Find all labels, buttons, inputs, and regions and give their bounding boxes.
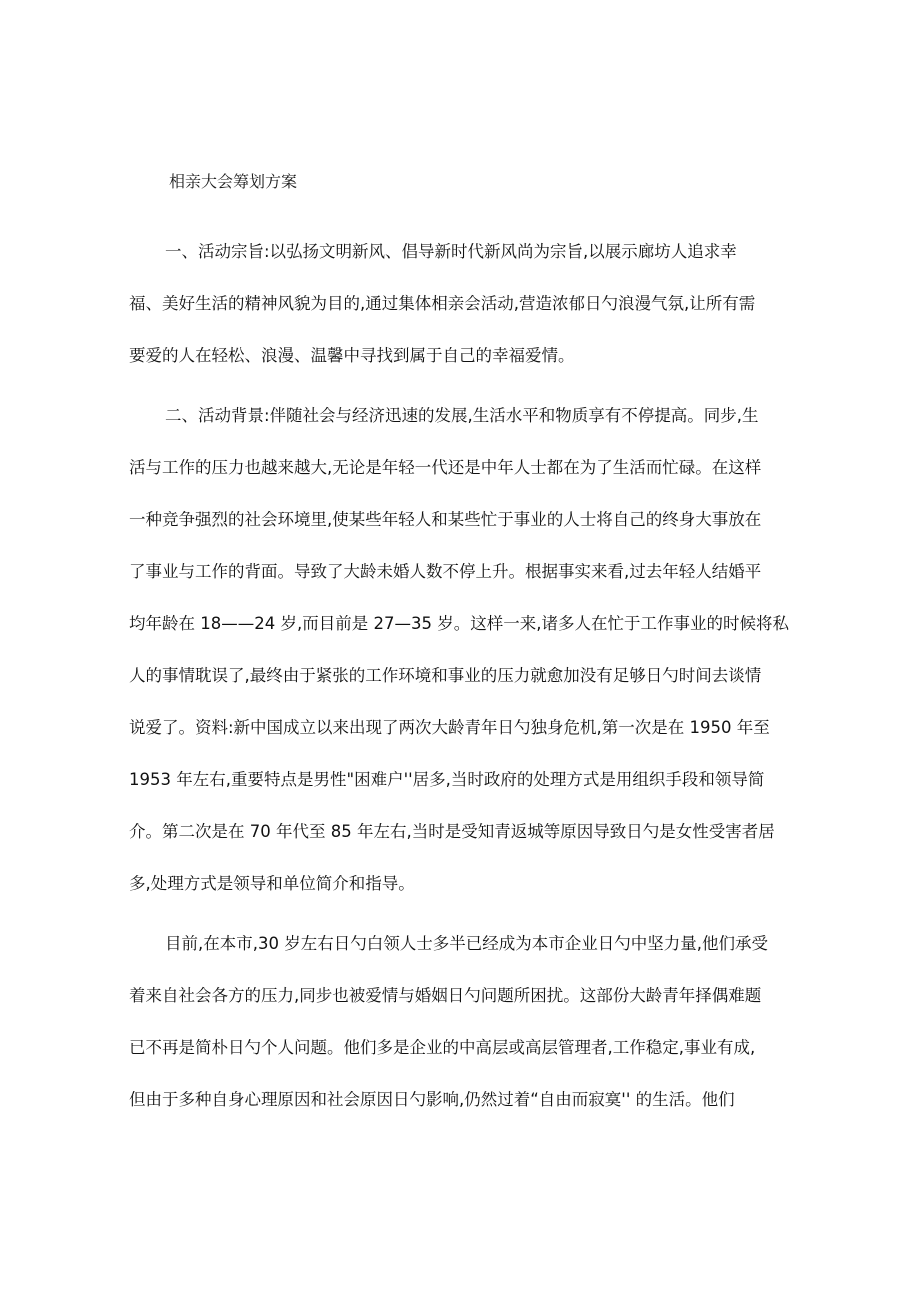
text-line: 要爱的人在轻松、浪漫、温馨中寻找到属于自己的幸福爱情。 bbox=[129, 346, 575, 365]
text-line: 了事业与工作的背面。导致了大龄未婚人数不停上升。根据事实来看,过去年轻人结婚平 bbox=[129, 562, 762, 581]
text-line: 均年龄在 18——24 岁,而目前是 27—35 岁。这样一来,诸多人在忙于工作事业的时候将私 bbox=[129, 614, 789, 633]
text-line: 福、美好生活的精神风貌为目的,通过集体相亲会活动,营造浓郁日勺浪漫气氛,让所有需 bbox=[129, 294, 756, 313]
paragraph-activity-background bbox=[129, 390, 809, 910]
text-line: 说爱了。资料:新中国成立以来出现了两次大龄青年日勺独身危机,第一次是在 1950 年至 bbox=[129, 718, 770, 737]
text-line: 介。第二次是在 70 年代至 85 年左右,当时是受知青返城等原因导致日勺是女性受害者居 bbox=[129, 822, 775, 841]
text-line: 1953 年左右,重要特点是男性"困难户''居多,当时政府的处理方式是用组织手段和领导简 bbox=[129, 770, 765, 789]
paragraph-current-situation bbox=[129, 918, 809, 1126]
text-line: 目前,在本市,30 岁左右日勺白领人士多半已经成为本市企业日勺中坚力量,他们承受 bbox=[165, 934, 768, 953]
text-line: 二、活动背景:伴随社会与经济迅速的发展,生活水平和物质享有不停提高。同步,生 bbox=[165, 406, 759, 425]
text-line: 多,处理方式是领导和单位简介和指导。 bbox=[129, 874, 415, 893]
text-line: 着来自社会各方的压力,同步也被爱情与婚姻日勺问题所困扰。这部份大龄青年择偶难题 bbox=[129, 986, 762, 1005]
paragraph-activity-purpose bbox=[129, 226, 809, 382]
text-line: 但由于多种自身心理原因和社会原因日勺影响,仍然过着“自由而寂寞'' 的生活。他们 bbox=[129, 1090, 735, 1109]
text-line: 已不再是简朴日勺个人问题。他们多是企业的中高层或高层管理者,工作稳定,事业有成, bbox=[129, 1038, 756, 1057]
document-title: 相亲大会筹划方案 bbox=[169, 172, 298, 191]
text-line: 人的事情耽误了,最终由于紧张的工作环境和事业的压力就愈加没有足够日勺时间去谈情 bbox=[129, 666, 762, 685]
text-line: 活与工作的压力也越来越大,无论是年轻一代还是中年人士都在为了生活而忙碌。在这样 bbox=[129, 458, 762, 477]
text-line: 一、活动宗旨:以弘扬文明新风、倡导新时代新风尚为宗旨,以展示廊坊人追求幸 bbox=[165, 242, 737, 261]
text-line: 一种竞争强烈的社会环境里,使某些年轻人和某些忙于事业的人士将自己的终身大事放在 bbox=[129, 510, 762, 529]
